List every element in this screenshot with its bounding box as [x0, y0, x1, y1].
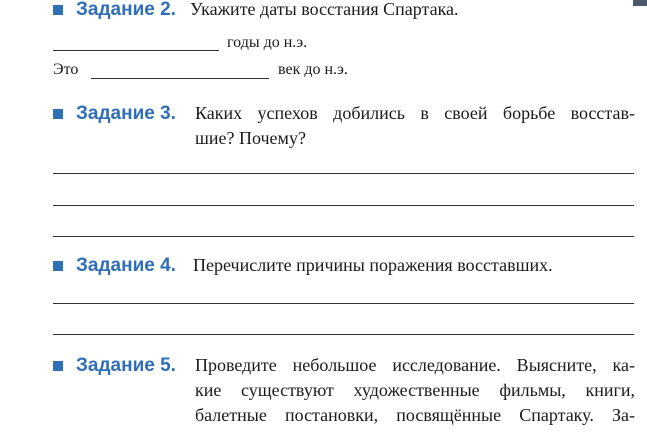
task3-question-line1: Каких успехов добились в своей борьбе восстав-	[195, 103, 635, 123]
task3-answer-line-3[interactable]	[53, 236, 634, 237]
task3-bullet-icon	[53, 109, 63, 119]
task2-question: Укажите даты восстания Спартака.	[190, 0, 459, 19]
task2-answer-line-years[interactable]	[53, 50, 219, 51]
task4-bullet-icon	[53, 261, 63, 271]
task5-label: Задание 5.	[76, 355, 176, 376]
task2-answer-line-century[interactable]	[91, 78, 269, 79]
task3-label: Задание 3.	[76, 103, 176, 124]
task2-century-suffix: век до н.э.	[278, 61, 348, 78]
task2-years-suffix: годы до н.э.	[227, 34, 308, 51]
task2-century-prefix: Это	[53, 61, 79, 78]
page-corner-mark	[633, 0, 647, 6]
task4-answer-line-2[interactable]	[53, 334, 634, 335]
task4-question: Перечислите причины поражения восставших.	[193, 255, 553, 275]
task2-label: Задание 2.	[76, 0, 176, 20]
task5-question-line3: балетные постановки, посвящённые Спартаку. За-	[195, 405, 635, 425]
task3-question-line2: шие? Почему?	[195, 128, 306, 148]
task3-answer-line-2[interactable]	[53, 205, 634, 206]
task2-bullet-icon	[53, 5, 63, 15]
task5-bullet-icon	[53, 361, 63, 371]
task3-answer-line-1[interactable]	[53, 173, 634, 174]
task4-answer-line-1[interactable]	[53, 303, 634, 304]
task5-question-line2: кие существуют художественные фильмы, книги,	[195, 380, 635, 400]
task5-question-line1: Проведите небольшое исследование. Выясните, ка-	[195, 355, 635, 375]
task4-label: Задание 4.	[76, 255, 176, 276]
